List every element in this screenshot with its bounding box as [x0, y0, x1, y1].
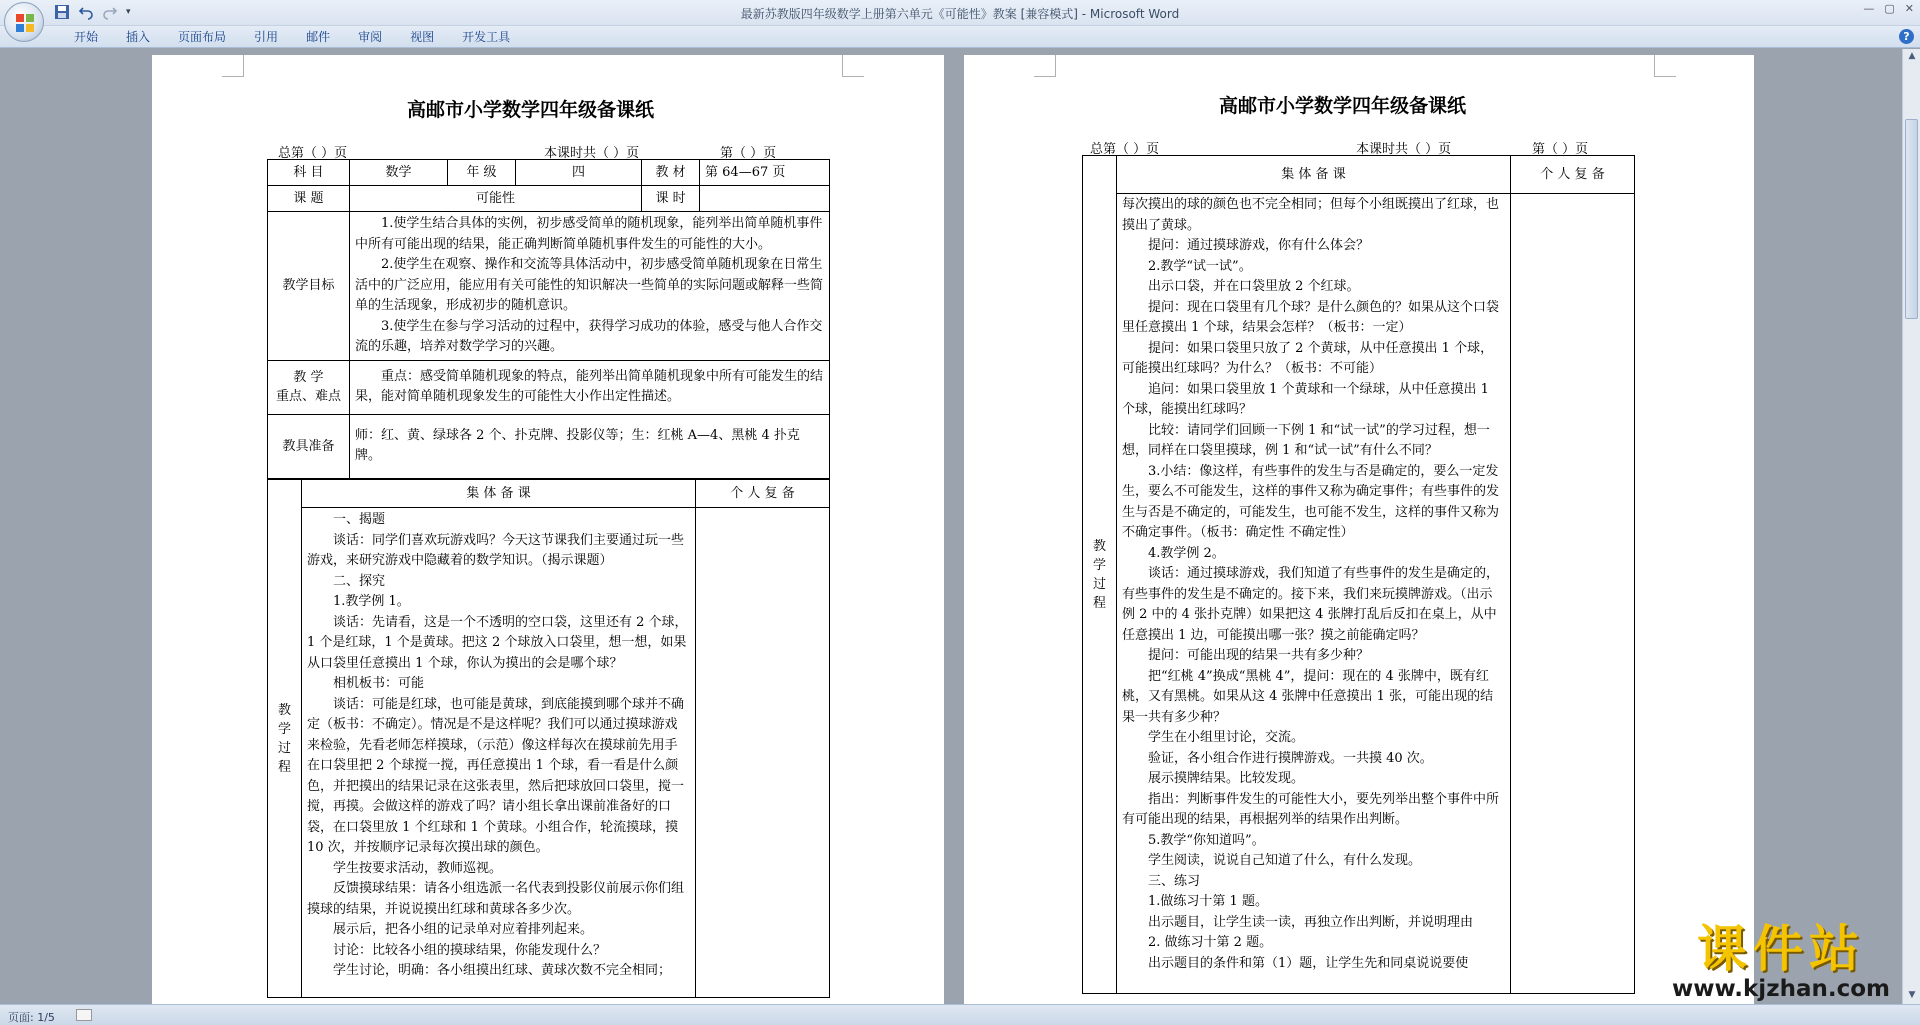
- process-table-continued: [1082, 155, 1635, 994]
- maximize-icon[interactable]: ▢: [1884, 2, 1895, 15]
- help-icon[interactable]: ?: [1899, 29, 1914, 44]
- tab-home[interactable]: 开始: [74, 30, 99, 44]
- customize-toolbar-icon[interactable]: ▾: [126, 7, 131, 17]
- crop-mark: [222, 55, 244, 77]
- process-table: [267, 479, 830, 998]
- personal-prep-header: 个 人 复 备: [1511, 156, 1635, 194]
- process-line: 学生讨论，明确：各小组摸出红球、黄球次数不完全相同；: [333, 963, 672, 978]
- process-label: [268, 480, 302, 998]
- title-bar: [0, 0, 1920, 26]
- process-line: 出示题目，让学生读一读，再独立作出判断，并说明理由: [1148, 914, 1474, 930]
- goal-item: 1.使学生结合具体的实例，初步感受简单的随机现象，能列举出简单随机事件中所有可能出现的结果，能正确判断简单随机事件发生的可能性的大小。: [355, 216, 823, 252]
- process-line: 3.小结：像这样，有些事件的发生与否是确定的，要么一定发生，要么不可能发生，这样的事件又称为确定事件；有些事件的发生与否是不确定的，可能发生，也可能不发生，这样的事件又称为不确定事件。（板书：确定性 不确定性）: [1122, 463, 1500, 540]
- process-line: 2.教学“试一试”。: [1148, 258, 1252, 274]
- document-page-1[interactable]: [152, 55, 944, 1004]
- tab-insert[interactable]: 插入: [126, 30, 151, 44]
- process-line: 一、揭题: [333, 512, 386, 527]
- crop-mark: [1034, 55, 1056, 77]
- process-lines: [1122, 195, 1505, 974]
- process-line: 展示摸牌结果。比较发现。: [1148, 771, 1305, 786]
- process-line: 指出：判断事件发生的可能性大小，要先列举出整个事件中所有可能出现的结果，再根据列举的结果作出判断。: [1122, 791, 1500, 827]
- process-line: 每次摸出的球的颜色也不完全相同；但每个小组既摸出了红球，也摸出了黄球。: [1122, 197, 1500, 233]
- process-line: 4.教学例 2。: [1148, 545, 1225, 561]
- page-title: 高邮市小学数学四年级备课纸: [1219, 95, 1467, 117]
- subject-value: 数学: [350, 160, 448, 186]
- office-button[interactable]: [4, 2, 44, 42]
- process-line: 1.做练习十第 1 题。: [1148, 894, 1268, 909]
- minimize-icon[interactable]: —: [1863, 2, 1875, 15]
- tab-page-layout[interactable]: 页面布局: [178, 30, 227, 44]
- window-controls: [1863, 2, 1914, 15]
- process-line: 谈话：同学们喜欢玩游戏吗？今天这节课我们主要通过玩一些游戏，来研究游戏中隐藏着的数学知识。（揭示课题）: [307, 532, 685, 568]
- process-line: 出示题目的条件和第（1）题，让学生先和同桌说说要使: [1148, 955, 1469, 971]
- grade-value: 四: [516, 160, 642, 186]
- textbook-label: 教 材: [642, 160, 700, 186]
- tab-developer[interactable]: 开发工具: [462, 30, 511, 44]
- period-label: 课 时: [642, 186, 700, 212]
- status-bar: [0, 1004, 1920, 1025]
- process-line: 5.教学“你知道吗”。: [1148, 832, 1265, 848]
- document-canvas: [0, 49, 1902, 1004]
- process-label: [1083, 156, 1117, 994]
- process-line: 反馈摸球结果：请各小组选派一名代表到投影仪前展示你们组摸球的结果，并说说摸出红球和黄球各多少次。: [307, 881, 685, 917]
- window-title: 最新苏教版四年级数学上册第六单元《可能性》教案 [兼容模式] - Microsoft Word: [740, 7, 1180, 21]
- process-line: 提问：可能出现的结果一共有多少种？: [1148, 648, 1370, 663]
- process-line: 讨论：比较各小组的摸球结果，你能发现什么？: [333, 942, 607, 958]
- page-count[interactable]: 页面: 1/5: [8, 1011, 55, 1024]
- tools-label: 教具准备: [268, 414, 350, 478]
- process-line: 追问：如果口袋里放 1 个黄球和一个绿球，从中任意摸出 1 个球，能摸出红球吗？: [1122, 381, 1489, 417]
- goal-item: 3.使学生在参与学习活动的过程中，获得学习成功的体验，感受与他人合作交流的乐趣，培养对数学学习的兴趣。: [355, 318, 823, 354]
- keypoints-text: 重点：感受简单随机现象的特点，能列举出简单随机现象中所有可能发生的结果，能对简单随机现象发生的可能性大小作出定性描述。: [355, 368, 824, 404]
- ribbon: [0, 26, 1920, 48]
- keypoints-cell: [350, 360, 830, 414]
- document-page-2[interactable]: [964, 55, 1754, 1004]
- process-line: 学生在小组里讨论，交流。: [1148, 730, 1305, 745]
- tools-cell: [350, 414, 830, 478]
- watermark-logo: 课件站: [1696, 920, 1865, 978]
- keypoints-label: [268, 360, 350, 414]
- page-number-label: 第（ ）页: [1532, 142, 1589, 157]
- process-line: 提问：通过摸球游戏，你有什么体会？: [1148, 238, 1370, 253]
- collective-prep-header: 集 体 备 课: [302, 480, 696, 508]
- collective-prep-header: 集 体 备 课: [1117, 156, 1511, 194]
- goal-item: 2.使学生在观察、操作和交流等具体活动中，初步感受简单随机现象在日常生活中的广泛应用，能应用有关可能性的知识解决一些简单的实际问题或解释一些简单的生活现象，形成初步的随机意识。: [355, 257, 824, 313]
- process-line: 提问：现在口袋里有几个球？是什么颜色的？如果从这个口袋里任意摸出 1 个球，结果会怎样？（板书：一定）: [1122, 299, 1500, 335]
- total-page-label: 总第（ ）页: [278, 146, 348, 161]
- watermark-url: www.kjzhan.com: [1672, 976, 1890, 1002]
- collective-prep-cell: [302, 508, 696, 998]
- process-line: 三、练习: [1148, 873, 1201, 889]
- process-line: 谈话：先请看，这是一个不透明的空口袋，这里还有 2 个球，1 个是红球，1 个是黄球。把这 2 个球放入口袋里，想一想，如果从口袋里任意摸出 1 个球，你认为摸出的会是哪个球？: [307, 614, 688, 671]
- process-line: 把“红桃 4”换成“黑桃 4”，提问：现在的 4 张牌中，既有红桃，又有黑桃。如果从这 4 张牌中任意摸出 1 张，可能出现的结果一共有多少种？: [1122, 668, 1494, 725]
- grade-label: 年 级: [448, 160, 516, 186]
- process-label-char: 过: [277, 740, 291, 756]
- crop-mark: [1654, 55, 1676, 77]
- page-title: 高邮市小学数学四年级备课纸: [407, 99, 655, 121]
- process-label-char: 程: [277, 759, 291, 775]
- personal-prep-cell: [1511, 194, 1635, 994]
- subject-label: 科 目: [268, 160, 350, 186]
- process-label-char: 过: [1092, 576, 1106, 592]
- process-label-char: 学: [1092, 557, 1106, 573]
- topic-value: 可能性: [350, 186, 642, 212]
- lesson-pages-label: 本课时共（ ）页: [1356, 142, 1452, 157]
- lesson-info-table: [267, 159, 830, 479]
- process-line: 出示口袋，并在口袋里放 2 个红球。: [1148, 279, 1360, 294]
- site-watermark: [1672, 922, 1890, 1002]
- office-logo-icon: [15, 13, 35, 33]
- process-label-char: 教: [277, 702, 291, 718]
- process-line: 谈话：通过摸球游戏，我们知道了有些事件的发生是确定的，有些事件的发生是不确定的。接下来，我们来玩摸牌游戏。（出示例 2 中的 4 张扑克牌）如果把这 4 张牌打乱后反扣在桌上，从中任意摸出 1 边，可能摸出哪一张？摸之前能确定吗？: [1122, 566, 1500, 643]
- crop-mark: [842, 55, 864, 77]
- personal-prep-header: 个 人 复 备: [696, 480, 830, 508]
- goals-label: 教学目标: [268, 212, 350, 361]
- process-line: 比较：请同学们回顾一下例 1 和“试一试”的学习过程，想一想，同样在口袋里摸球，例 1 和“试一试”有什么不同？: [1122, 422, 1490, 458]
- process-line: 学生阅读，说说自己知道了什么，有什么发现。: [1148, 853, 1422, 868]
- personal-prep-cell: [696, 508, 830, 998]
- scroll-up-icon[interactable]: ▲: [1908, 51, 1916, 61]
- process-label-char: 教: [1092, 538, 1106, 554]
- process-line: 1.教学例 1。: [333, 594, 410, 609]
- collective-prep-cell: [1117, 194, 1511, 994]
- process-label-char: 学: [277, 721, 291, 737]
- vertical-scrollbar[interactable]: [1902, 49, 1920, 1004]
- process-line: 2. 做练习十第 2 题。: [1148, 935, 1273, 950]
- process-line: 展示后，把各小组的记录单对应着排列起来。: [333, 922, 594, 937]
- keypoints-label-line: 教 学: [293, 370, 324, 385]
- process-line: 提问：如果口袋里只放了 2 个黄球，从中任意摸出 1 个球，可能摸出红球吗？为什么？（板书：不可能）: [1122, 340, 1494, 376]
- process-line: 验证，各小组合作进行摸牌游戏。一共摸 40 次。: [1148, 750, 1433, 766]
- period-value: [700, 186, 830, 212]
- lesson-pages-label: 本课时共（ ）页: [544, 146, 640, 161]
- spelling-check-icon[interactable]: [76, 1009, 92, 1021]
- scrollbar-thumb[interactable]: [1905, 119, 1918, 319]
- tools-text: 师：红、黄、绿球各 2 个、扑克牌、投影仪等；生：红桃 A—4、黑桃 4 扑克牌。: [355, 427, 800, 463]
- page-number-label: 第（ ）页: [720, 146, 777, 161]
- process-line: 二、探究: [333, 573, 386, 589]
- tab-view[interactable]: 视图: [410, 30, 435, 44]
- ribbon-tabs: [60, 29, 524, 46]
- process-line: 相机板书：可能: [333, 676, 425, 691]
- goals-cell: [350, 212, 830, 361]
- topic-label: 课 题: [268, 186, 350, 212]
- total-page-label: 总第（ ）页: [1090, 142, 1160, 157]
- tab-mailings[interactable]: 邮件: [306, 30, 331, 44]
- close-icon[interactable]: ✕: [1904, 2, 1914, 15]
- process-line: 谈话：可能是红球，也可能是黄球，到底能摸到哪个球并不确定（板书：不确定）。情况是不是这样呢？我们可以通过摸球游戏来检验，先看老师怎样摸球，（示范）像这样每次在摸球前先用手在口袋里把 2 个球搅一搅，再任意摸出 1 个球，看一看是什么颜色，并把摸出的结果记录在这张表里，然后把球放回口袋里，搅一搅，再摸。会做这样的游戏了吗？请小组长拿出课前准备好的口袋，在口袋里放 1 个红球和 1 个黄球。小组合作，轮流摸球，摸 10 次，并按顺序记录每次摸出球的颜色。: [307, 696, 685, 855]
- keypoints-label-line: 重点、难点: [275, 389, 341, 404]
- textbook-value: 第 64—67 页: [700, 160, 830, 186]
- process-line: 学生按要求活动，教师巡视。: [333, 860, 503, 876]
- scroll-down-icon[interactable]: ▼: [1908, 990, 1916, 1000]
- tab-review[interactable]: 审阅: [358, 30, 383, 44]
- tab-references[interactable]: 引用: [254, 30, 279, 44]
- process-label-char: 程: [1092, 595, 1106, 611]
